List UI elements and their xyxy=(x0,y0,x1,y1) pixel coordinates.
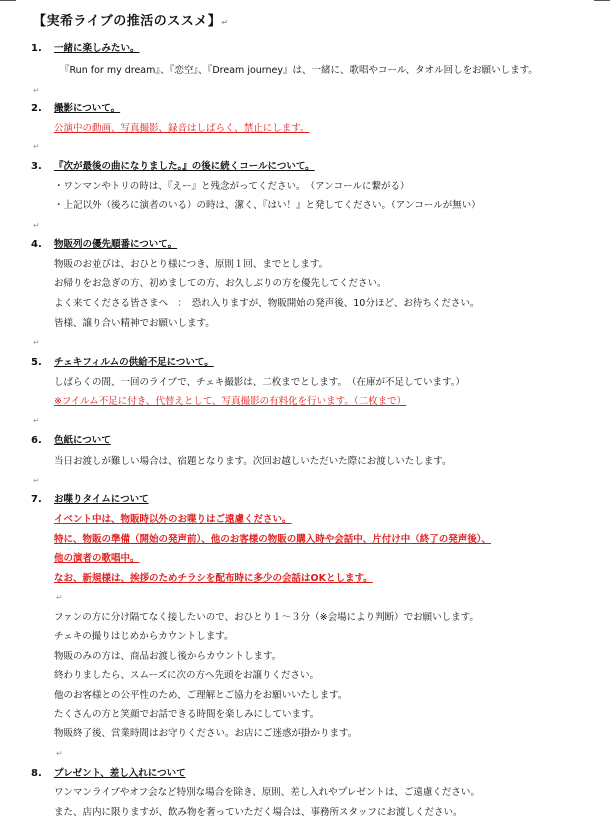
section-number: 2. xyxy=(31,103,42,114)
section-text: 物販のみの方は、商品お渡し後からカウントします。 xyxy=(54,651,282,662)
section-text: 物販終了後、営業時間はお守りください。お店にご迷惑が掛かります。 xyxy=(54,728,358,739)
section-text-warning: なお、新規様は、挨拶のためチラシを配布時に多少の会話はOKとします。 xyxy=(54,573,373,584)
section-text: チェキの撮りはじめからカウントします。 xyxy=(54,631,234,642)
section-text: しばらくの間、一回のライブで、チェキ撮影は、二枚までとします。 （在庫が不足しています。） xyxy=(54,377,465,388)
paragraph-mark: ↵ xyxy=(56,749,63,758)
section-text: ・上記以外（後ろに演者のいる）の時は、潔く、『はい！』と発してください。（アンコールが無い） xyxy=(54,200,481,211)
section-number: 3. xyxy=(31,161,42,172)
paragraph-mark: ↵ xyxy=(33,221,40,230)
page-corner-mark xyxy=(0,0,16,1)
section-number: 8. xyxy=(31,768,42,779)
section-text: 終わりましたら、スムーズに次の方へ先頭をお譲りください。 xyxy=(54,670,320,681)
section-text: 『Run for my dream』、『恋空』、『Dream journey』は、一緒に、歌唱やコール、タオル回しをお願いします。 xyxy=(60,65,538,76)
paragraph-mark: ↵ xyxy=(33,142,40,151)
section-number: 5. xyxy=(31,357,42,368)
page-corner-mark xyxy=(594,0,610,1)
paragraph-mark: ↵ xyxy=(33,338,40,347)
section-text: 他のお客様との公平性のため、ご理解とご協力をお願いいたします。 xyxy=(54,690,348,701)
section-text-warning: イベント中は、物販時以外のお喋りはご遠慮ください。 xyxy=(54,514,292,525)
section-text: 当日お渡しが難しい場合は、宿題となります。次回お越しいただいた際にお渡しいたします。 xyxy=(54,456,452,467)
section-heading: お喋りタイムについて xyxy=(54,494,149,505)
section-text: ワンマンライブやオフ会など特別な場合を除き、原則、差し入れやプレゼントは、ご遠慮ください。 xyxy=(54,787,480,798)
section-text-warning: 他の演者の歌唱中。 xyxy=(54,553,140,564)
section-text: 皆様、譲り合い精神でお願いします。 xyxy=(54,318,215,329)
section-heading: チェキフィルムの供給不足について。 xyxy=(54,357,214,368)
section-text: また、店内に限りますが、飲み物を奢っていただく場合は、事務所スタッフにお渡しください。 xyxy=(54,807,463,818)
section-heading: 『次が最後の曲になりました。』の後に続くコールについて。 xyxy=(54,161,315,172)
paragraph-mark: ↵ xyxy=(33,416,40,425)
paragraph-mark: ↵ xyxy=(56,593,63,602)
section-heading: 物販列の優先順番について。 xyxy=(54,239,178,250)
section-heading: 撮影について。 xyxy=(54,103,121,114)
section-text: たくさんの方と笑顔でお話できる時間を楽しみにしています。 xyxy=(54,709,320,720)
section-text-warning: 公演中の動画、写真撮影、録音はしばらく、禁止にします。 xyxy=(54,123,310,134)
section-text: ・ワンマンやトリの時は、『えー』と残念がってください。 （アンコールに繋がる） xyxy=(54,181,410,192)
section-text-warning: ※フイルム不足に付き、代替えとして、写真撮影の有料化を行います。（二枚まで） xyxy=(54,396,407,407)
section-heading: 一緒に楽しみたい。 xyxy=(54,43,140,54)
section-number: 4. xyxy=(31,239,42,250)
paragraph-mark: ↵ xyxy=(33,86,40,95)
section-text: ファンの方に分け隔てなく接したいので、おひとり１～３分（※会場により判断）でお願いします。 xyxy=(54,612,479,623)
section-number: 1. xyxy=(31,43,42,54)
section-text: 物販のお並びは、おひとり様につき、原則１回、までとします。 xyxy=(54,259,329,270)
paragraph-mark: ↵ xyxy=(33,476,40,485)
section-heading: 色紙について xyxy=(54,435,111,446)
section-number: 6. xyxy=(31,435,42,446)
section-number: 7. xyxy=(31,494,42,505)
section-text-warning: 特に、物販の準備（開始の発声前）、他のお客様の物販の購入時や会話中、片付け中（終了の発声後）、 xyxy=(54,534,492,545)
section-text: よく来てくださる皆さまへ ： 恐れ入りますが、物販開始の発声後、10分ほど、お待ちください。 xyxy=(54,298,480,309)
section-text: お帰りをお急ぎの方、初めましての方、お久しぶりの方を優先してください。 xyxy=(54,278,387,289)
document-title: 【実希ライブの推活のススメ】↵ xyxy=(33,14,229,29)
section-heading: プレゼント、差し入れについて xyxy=(54,768,186,779)
